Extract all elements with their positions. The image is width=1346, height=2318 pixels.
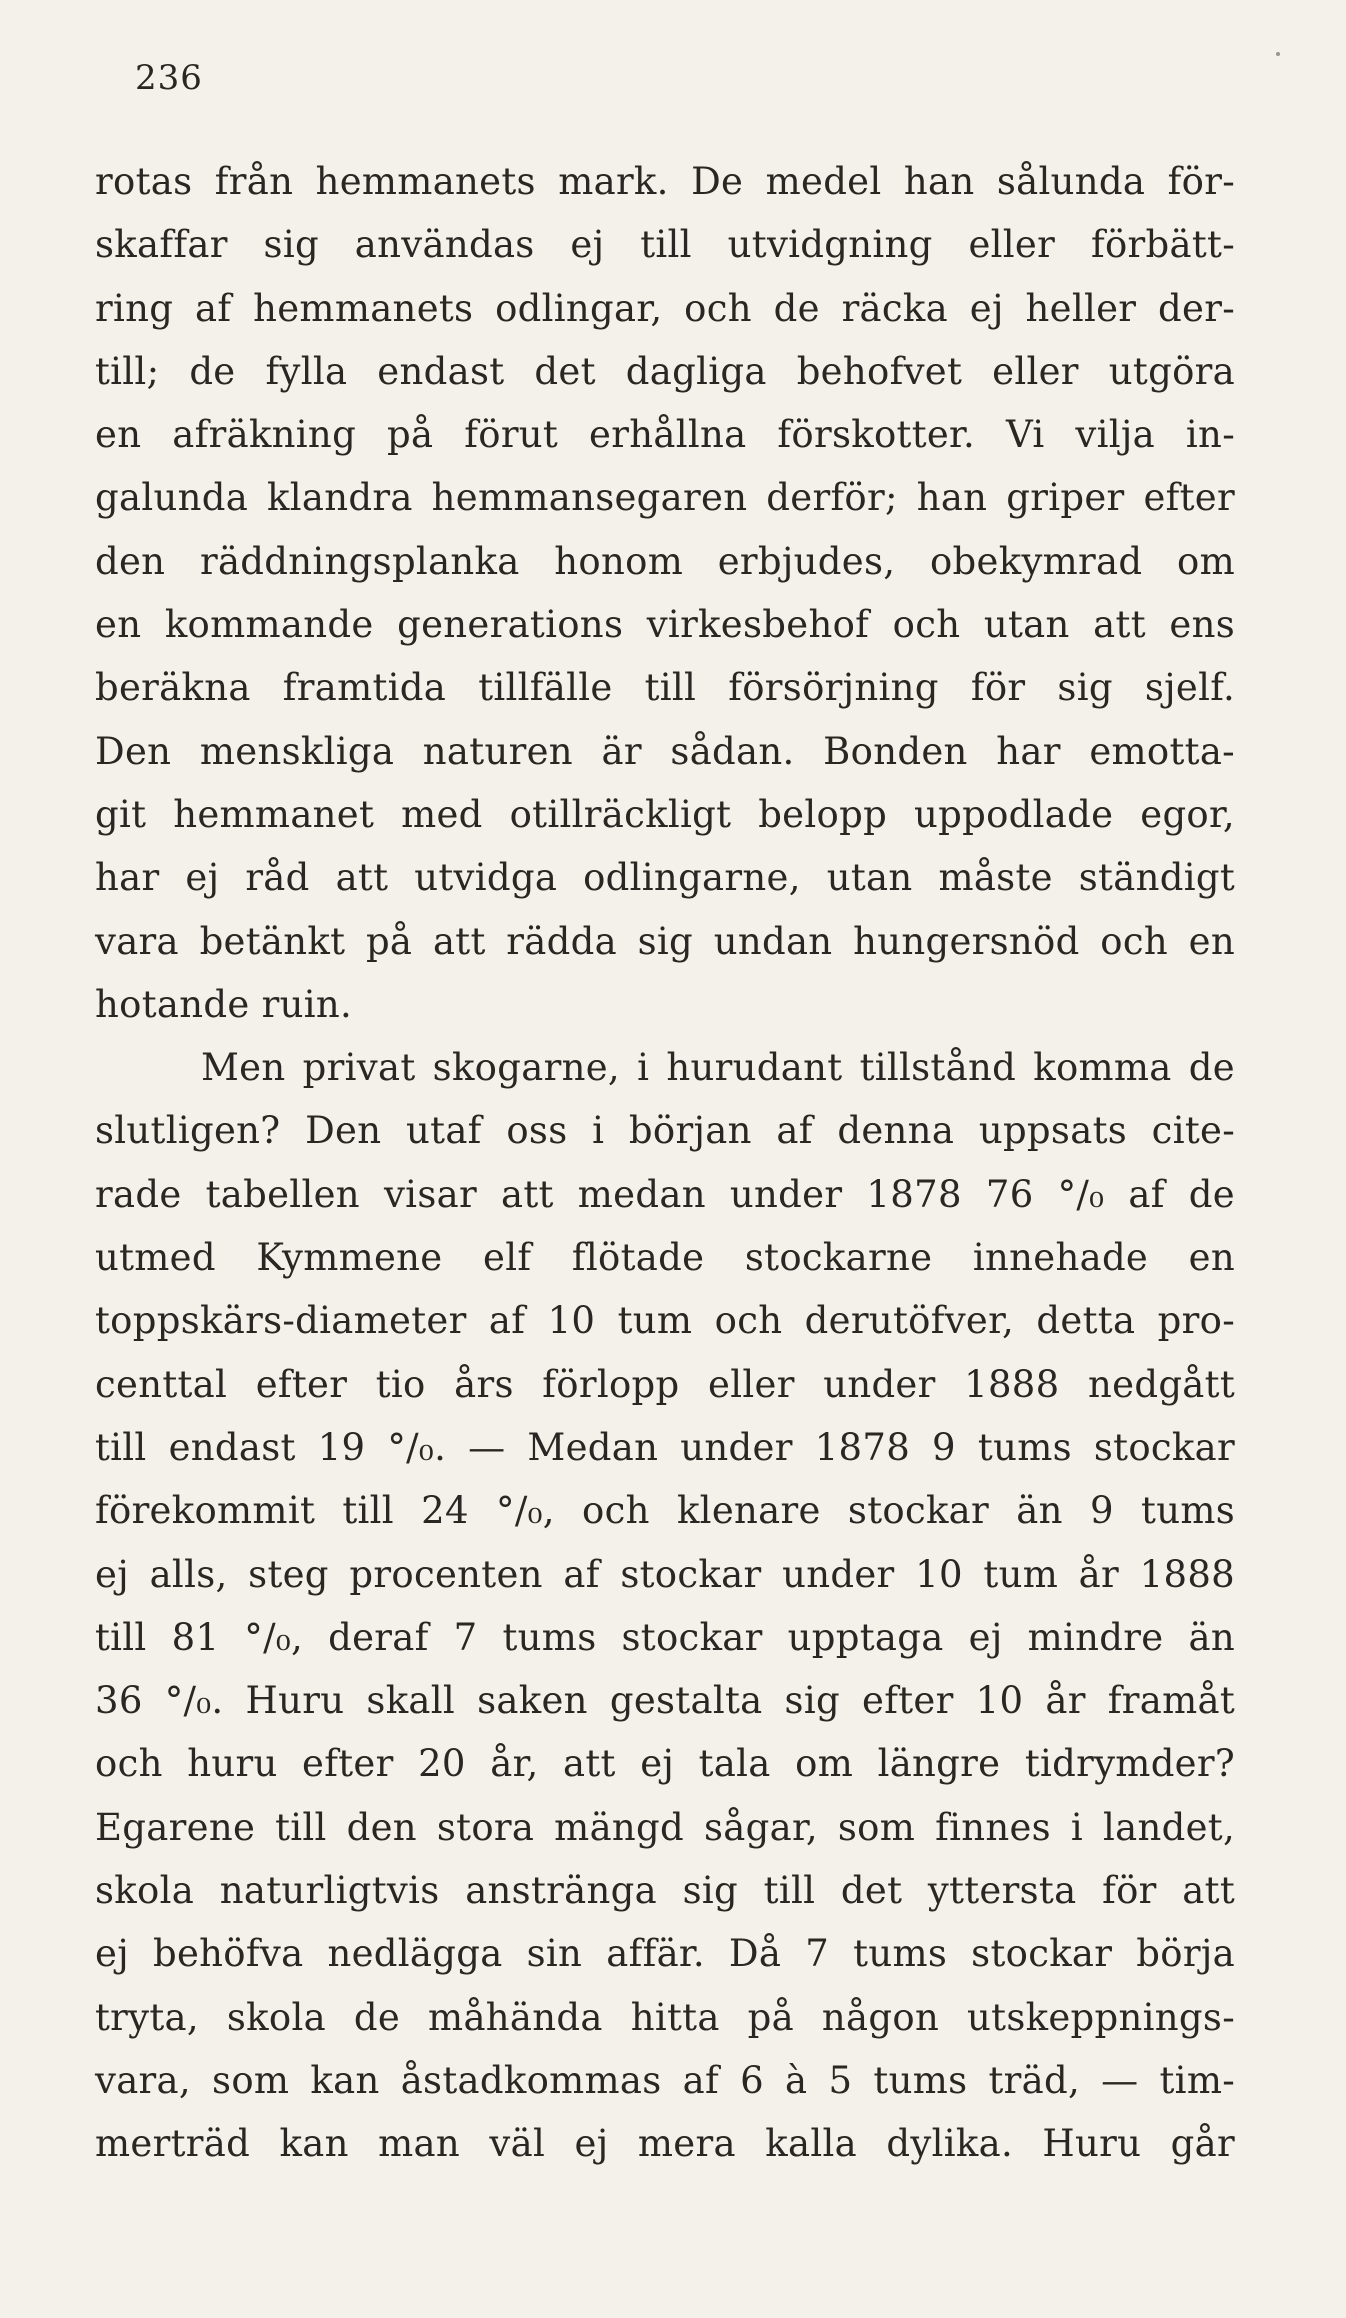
text-line: vara, som kan åstadkommas af 6 à 5 tums träd, — tim- [95,2058,1235,2102]
text-line: slutligen? Den utaf oss i början af denna uppsats cite- [95,1109,1235,1153]
text-line: Den menskliga naturen är sådan. Bonden har emotta- [95,729,1235,773]
text-line: ej behöfva nedlägga sin affär. Då 7 tums stockar börja [95,1932,1235,1976]
text-line: toppskärs-diameter af 10 tum och derutöfver, detta pro- [95,1299,1235,1343]
text-line: ring af hemmanets odlingar, och de räcka ej heller der- [95,286,1235,330]
text-line: Egarene till den stora mängd sågar, som finnes i landet, [95,1805,1235,1849]
text-line: 36 °/₀. Huru skall saken gestalta sig efter 10 år framåt [95,1679,1235,1723]
paper-speck [1276,52,1280,56]
text-line: git hemmanet med otillräckligt belopp uppodlade egor, [95,792,1235,836]
text-line: till 81 °/₀, deraf 7 tums stockar upptaga ej mindre än [95,1615,1235,1659]
page-number: 236 [135,58,203,98]
text-line: merträd kan man väl ej mera kalla dylika. Huru går [95,2122,1235,2166]
body-text [95,150,1235,2176]
text-line: en afräkning på förut erhållna förskotter. Vi vilja in- [95,413,1235,457]
text-line: den räddningsplanka honom erbjudes, obekymrad om [95,539,1235,583]
text-line: centtal efter tio års förlopp eller under 1888 nedgått [95,1362,1235,1406]
text-line: skola naturligtvis ansträngа sig till det yttersta för att [95,1869,1235,1913]
text-line: och huru efter 20 år, att ej tala om längre tidrymder? [95,1742,1235,1786]
text-line: en kommande generations virkesbehof och utan att ens [95,603,1235,647]
text-line: till endast 19 °/₀. — Medan under 1878 9 tums stockar [95,1425,1235,1469]
text-line: rotas från hemmanets mark. De medel han sålunda för- [95,160,1235,203]
text-line: har ej råd att utvidga odlingarne, utan måste ständigt [95,856,1235,900]
text-line: skaffar sig användas ej till utvidgning eller förbätt- [95,223,1235,267]
text-line: ej alls, steg procenten af stockar under 10 tum år 1888 [95,1552,1235,1596]
text-line: vara betänkt på att rädda sig undan hungersnöd och en [95,919,1235,963]
text-line: till; de fylla endast det dagliga behofvet eller utgöra [95,349,1235,393]
text-line: förekommit till 24 °/₀, och klenare stockar än 9 tums [95,1489,1235,1533]
text-line: galunda klandra hemmansegaren derför; han griper efter [95,476,1235,520]
text-line: rade tabellen visar att medan under 1878 76 °/₀ af de [95,1172,1235,1216]
text-line: beräkna framtida tillfälle till försörjning för sig sjelf. [95,666,1235,710]
text-line: tryta, skola de måhända hitta på någon utskeppnings- [95,1995,1235,2039]
paragraph-start-line: Men privat skogarne, i hurudant tillstånd komma de [201,1046,1235,1090]
text-line: utmed Kymmene elf flötade stockarne innehade en [95,1236,1235,1280]
text-line: hotande ruin. [95,982,353,1026]
